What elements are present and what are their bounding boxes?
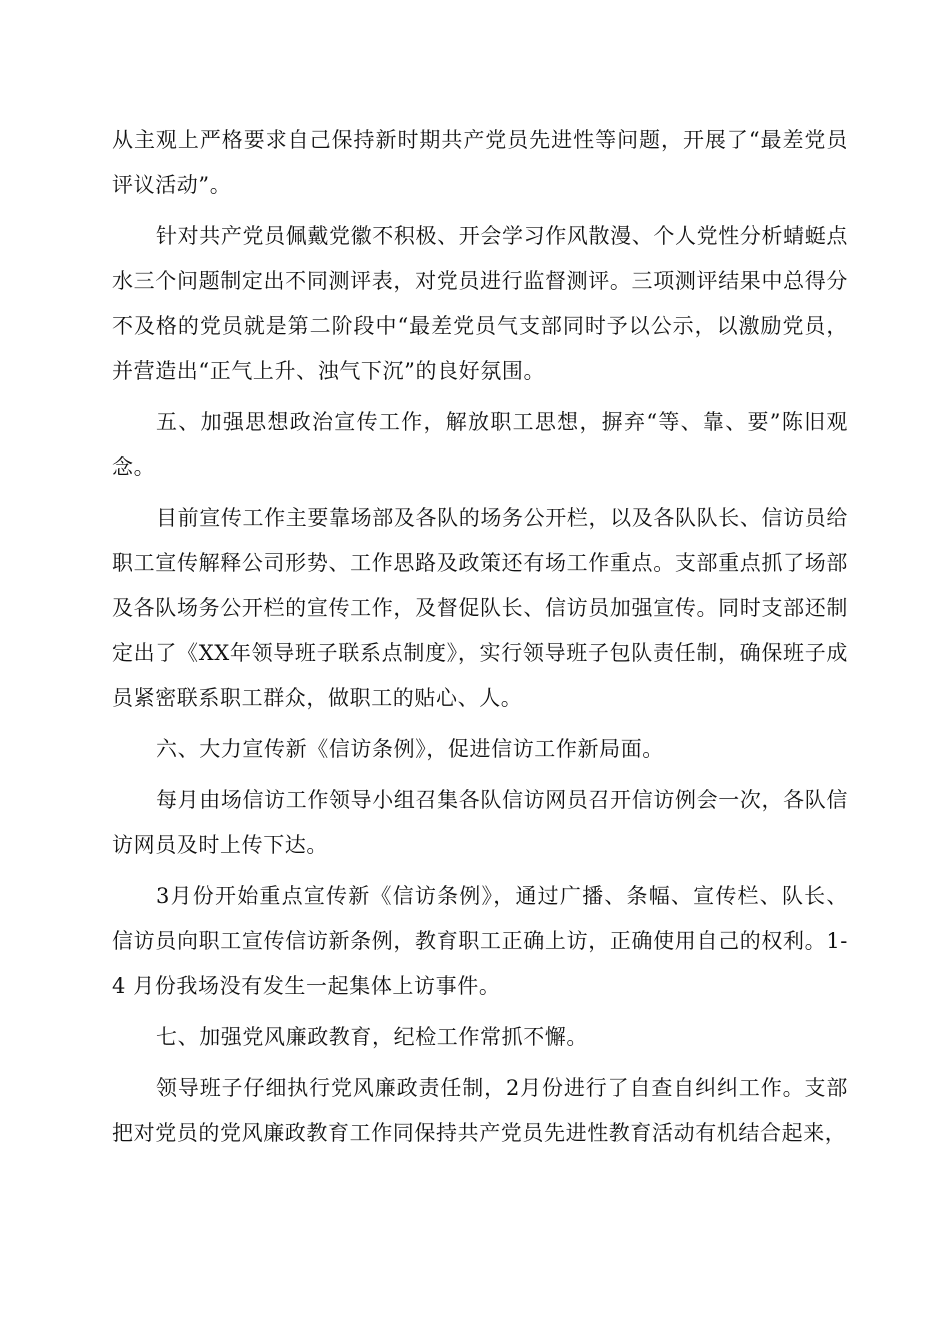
- paragraph-6: 领导班子仔细执行党风廉政责任制，2月份进行了自查自纠纠工作。支部 把对党员的党风廉政教育工作同保持共产党员先进性教育活动有机结合起来，: [112, 1076, 848, 1145]
- section-heading-6: 六、大力宣传新《信访条例》，促进信访工作新局面。: [156, 737, 664, 761]
- section-heading-7: 七、加强党风廉政教育，纪检工作常抓不懈。: [156, 1025, 588, 1049]
- section-heading-5: 五、加强思想政治宣传工作，解放职工思想，摒弃“等、靠、要”陈旧观念。: [112, 410, 848, 479]
- paragraph-3: 目前宣传工作主要靠场部及各队的场务公开栏，以及各队队长、信访员给 职工宣传解释公司形势、工作思路及政策还有场工作重点。支部重点抓了场部 及各队场务公开栏的宣传工作，及督促队长、信访员加强宣传。同时支部还制 定出了《XX年领导班子联系点制度》，实行领导班子包队责任制，确保班子成 员紧密联系职工群众，做职工的贴心、人。: [112, 506, 848, 710]
- paragraph-5: 3月份开始重点宣传新《信访条例》，通过广播、条幅、宣传栏、队长、 信访员向职工宣传信访新条例，教育职工正确上访，正确使用自己的权利。1-4 月份我场没有发生一起集体上访事件。: [112, 884, 848, 998]
- paragraph-2: 针对共产党员佩戴党徽不积极、开会学习作风散漫、个人党性分析蜻蜓点 水三个问题制定出不同测评表，对党员进行监督测评。三项测评结果中总得分 不及格的党员就是第二阶段中“最差党员气支部同时予以公示，以激励党员， 并营造出“正气上升、浊气下沉”的良好氛围。: [112, 224, 848, 383]
- paragraph-1: 从主观上严格要求自己保持新时期共产党员先进性等问题，开展了“最差党员 评议活动”。: [112, 128, 848, 197]
- paragraph-4: 每月由场信访工作领导小组召集各队信访网员召开信访例会一次，各队信 访网员及时上传下达。: [112, 788, 848, 857]
- document-body: [112, 118, 848, 1156]
